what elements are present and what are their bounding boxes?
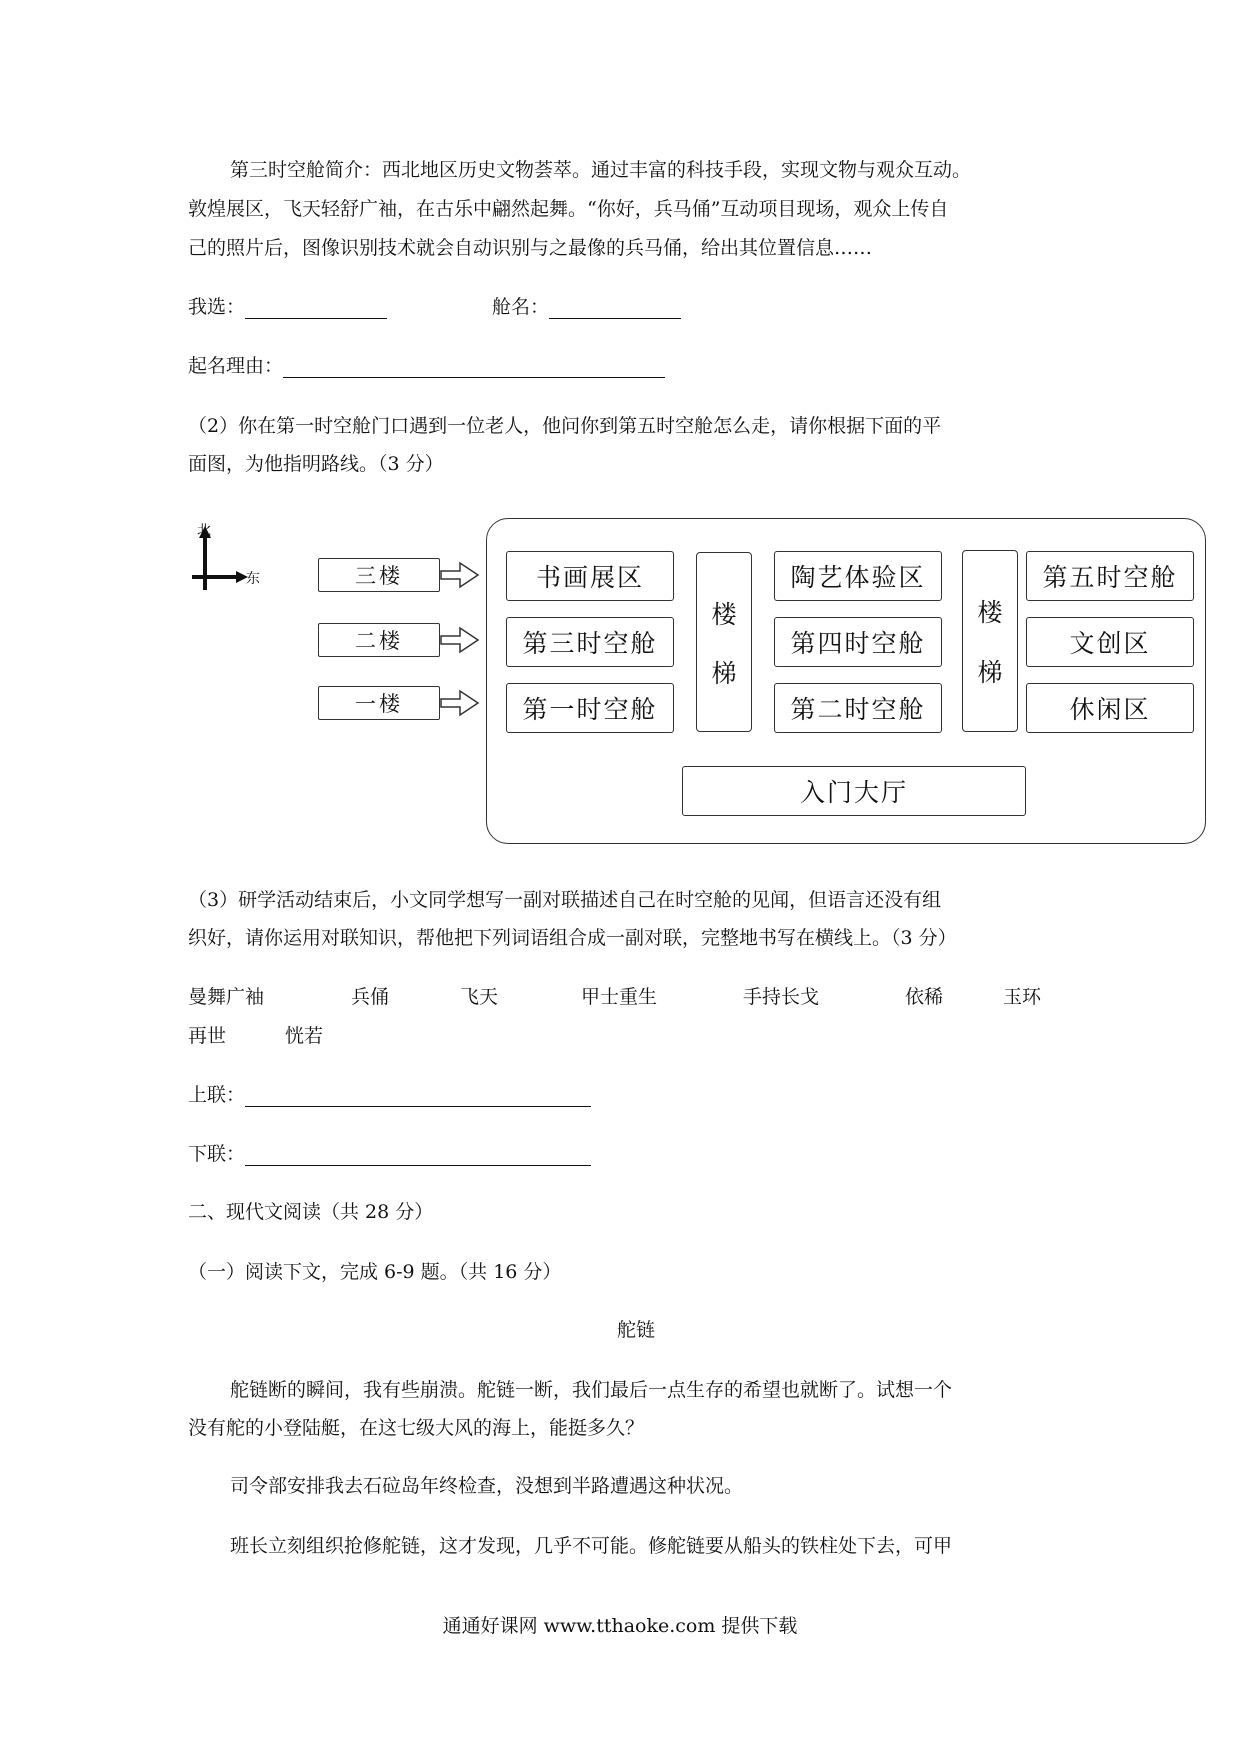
floor-tag-3: 三楼 bbox=[318, 558, 440, 592]
word-item: 依稀 bbox=[905, 986, 944, 1008]
cabin-name-label: 舱名： bbox=[492, 296, 550, 318]
floor-tag-1: 一楼 bbox=[318, 686, 440, 720]
reason-field bbox=[188, 354, 665, 378]
reason-blank[interactable] bbox=[283, 357, 665, 378]
lower-couplet-label: 下联： bbox=[188, 1143, 246, 1165]
intro-line-1: 第三时空舱简介：西北地区历史文物荟萃。通过丰富的科技手段，实现文物与观众互动。 bbox=[230, 159, 972, 181]
reason-label: 起名理由： bbox=[188, 355, 284, 377]
arrow-icon-floor-1 bbox=[441, 691, 478, 715]
arrow-icon-floor-3 bbox=[441, 563, 478, 587]
floor-arrows bbox=[440, 558, 484, 718]
section-2-heading: 二、现代文阅读（共 28 分） bbox=[188, 1201, 434, 1223]
room-pottery-experience: 陶艺体验区 bbox=[774, 551, 942, 601]
word-item: 玉环 bbox=[1003, 986, 1042, 1008]
q3-line-2: 织好，请你运用对联知识，帮他把下列词语组合成一副对联，完整地书写在横线上。（3 分） bbox=[188, 927, 957, 949]
word-item: 兵俑 bbox=[351, 986, 390, 1008]
q3-line-1: （3）研学活动结束后，小文同学想写一副对联描述自己在时空舱的见闻，但语言还没有组 bbox=[188, 889, 942, 911]
page-footer: 通通好课网 www.tthaoke.com 提供下载 bbox=[442, 1615, 798, 1637]
word-item: 恍若 bbox=[285, 1025, 324, 1047]
article-p1-line-1: 舵链断的瞬间，我有些崩溃。舵链一断，我们最后一点生存的希望也就断了。试想一个 bbox=[230, 1379, 953, 1401]
room-time-capsule-1: 第一时空舱 bbox=[506, 683, 674, 733]
word-item: 再世 bbox=[188, 1025, 227, 1047]
intro-line-2: 敦煌展区，飞天轻舒广袖，在古乐中翩然起舞。“你好，兵马俑”互动项目现场，观众上传自 bbox=[188, 198, 949, 220]
compass-east-label: 东 bbox=[246, 571, 260, 587]
arrow-icon-floor-2 bbox=[441, 628, 478, 652]
stairs-east bbox=[962, 550, 1018, 732]
room-cultural-creative: 文创区 bbox=[1026, 617, 1194, 667]
room-leisure: 休闲区 bbox=[1026, 683, 1194, 733]
stairs-east-char-2: 梯 bbox=[977, 658, 1003, 687]
room-time-capsule-3: 第三时空舱 bbox=[506, 617, 674, 667]
upper-couplet-field bbox=[188, 1083, 591, 1107]
stairs-east-char-1: 楼 bbox=[977, 598, 1003, 627]
q2-line-2: 面图，为他指明路线。（3 分） bbox=[188, 453, 444, 475]
word-item: 飞天 bbox=[460, 986, 499, 1008]
compass-north-label: 北 bbox=[197, 523, 211, 539]
section-2-subheading: （一）阅读下文，完成 6-9 题。（共 16 分） bbox=[188, 1261, 562, 1283]
stairs-west-char-2: 梯 bbox=[711, 658, 737, 688]
cabin-name-field bbox=[492, 295, 681, 319]
cabin-name-blank[interactable] bbox=[549, 298, 681, 319]
q2-line-1: （2）你在第一时空舱门口遇到一位老人，他问你到第五时空舱怎么走，请你根据下面的平 bbox=[188, 415, 942, 437]
entrance-lobby: 入门大厅 bbox=[682, 766, 1026, 816]
article-title: 舵链 bbox=[616, 1319, 655, 1341]
upper-couplet-blank[interactable] bbox=[245, 1086, 591, 1107]
floor-tag-2: 二楼 bbox=[318, 623, 440, 657]
stairs-west bbox=[696, 552, 752, 732]
room-time-capsule-4: 第四时空舱 bbox=[774, 617, 942, 667]
word-item: 曼舞广袖 bbox=[188, 986, 265, 1008]
intro-line-3: 己的照片后，图像识别技术就会自动识别与之最像的兵马俑，给出其位置信息…… bbox=[188, 237, 873, 259]
choose-blank[interactable] bbox=[245, 298, 387, 319]
lower-couplet-field bbox=[188, 1142, 591, 1166]
choose-label: 我选： bbox=[188, 296, 246, 318]
article-p3: 班长立刻组织抢修舵链，这才发现，几乎不可能。修舵链要从船头的铁柱处下去，可甲 bbox=[230, 1535, 953, 1557]
room-calligraphy-exhibit: 书画展区 bbox=[506, 551, 674, 601]
article-p2: 司令部安排我去石砬岛年终检查，没想到半路遭遇这种状况。 bbox=[230, 1475, 744, 1497]
word-item: 手持长戈 bbox=[743, 986, 820, 1008]
article-p1-line-2: 没有舵的小登陆艇，在这七级大风的海上，能挺多久？ bbox=[188, 1417, 645, 1439]
stairs-west-char-1: 楼 bbox=[711, 599, 737, 629]
room-time-capsule-5: 第五时空舱 bbox=[1026, 551, 1194, 601]
lower-couplet-blank[interactable] bbox=[245, 1145, 591, 1166]
room-time-capsule-2: 第二时空舱 bbox=[774, 683, 942, 733]
choose-field bbox=[188, 295, 387, 319]
upper-couplet-label: 上联： bbox=[188, 1084, 246, 1106]
word-item: 甲士重生 bbox=[581, 986, 658, 1008]
